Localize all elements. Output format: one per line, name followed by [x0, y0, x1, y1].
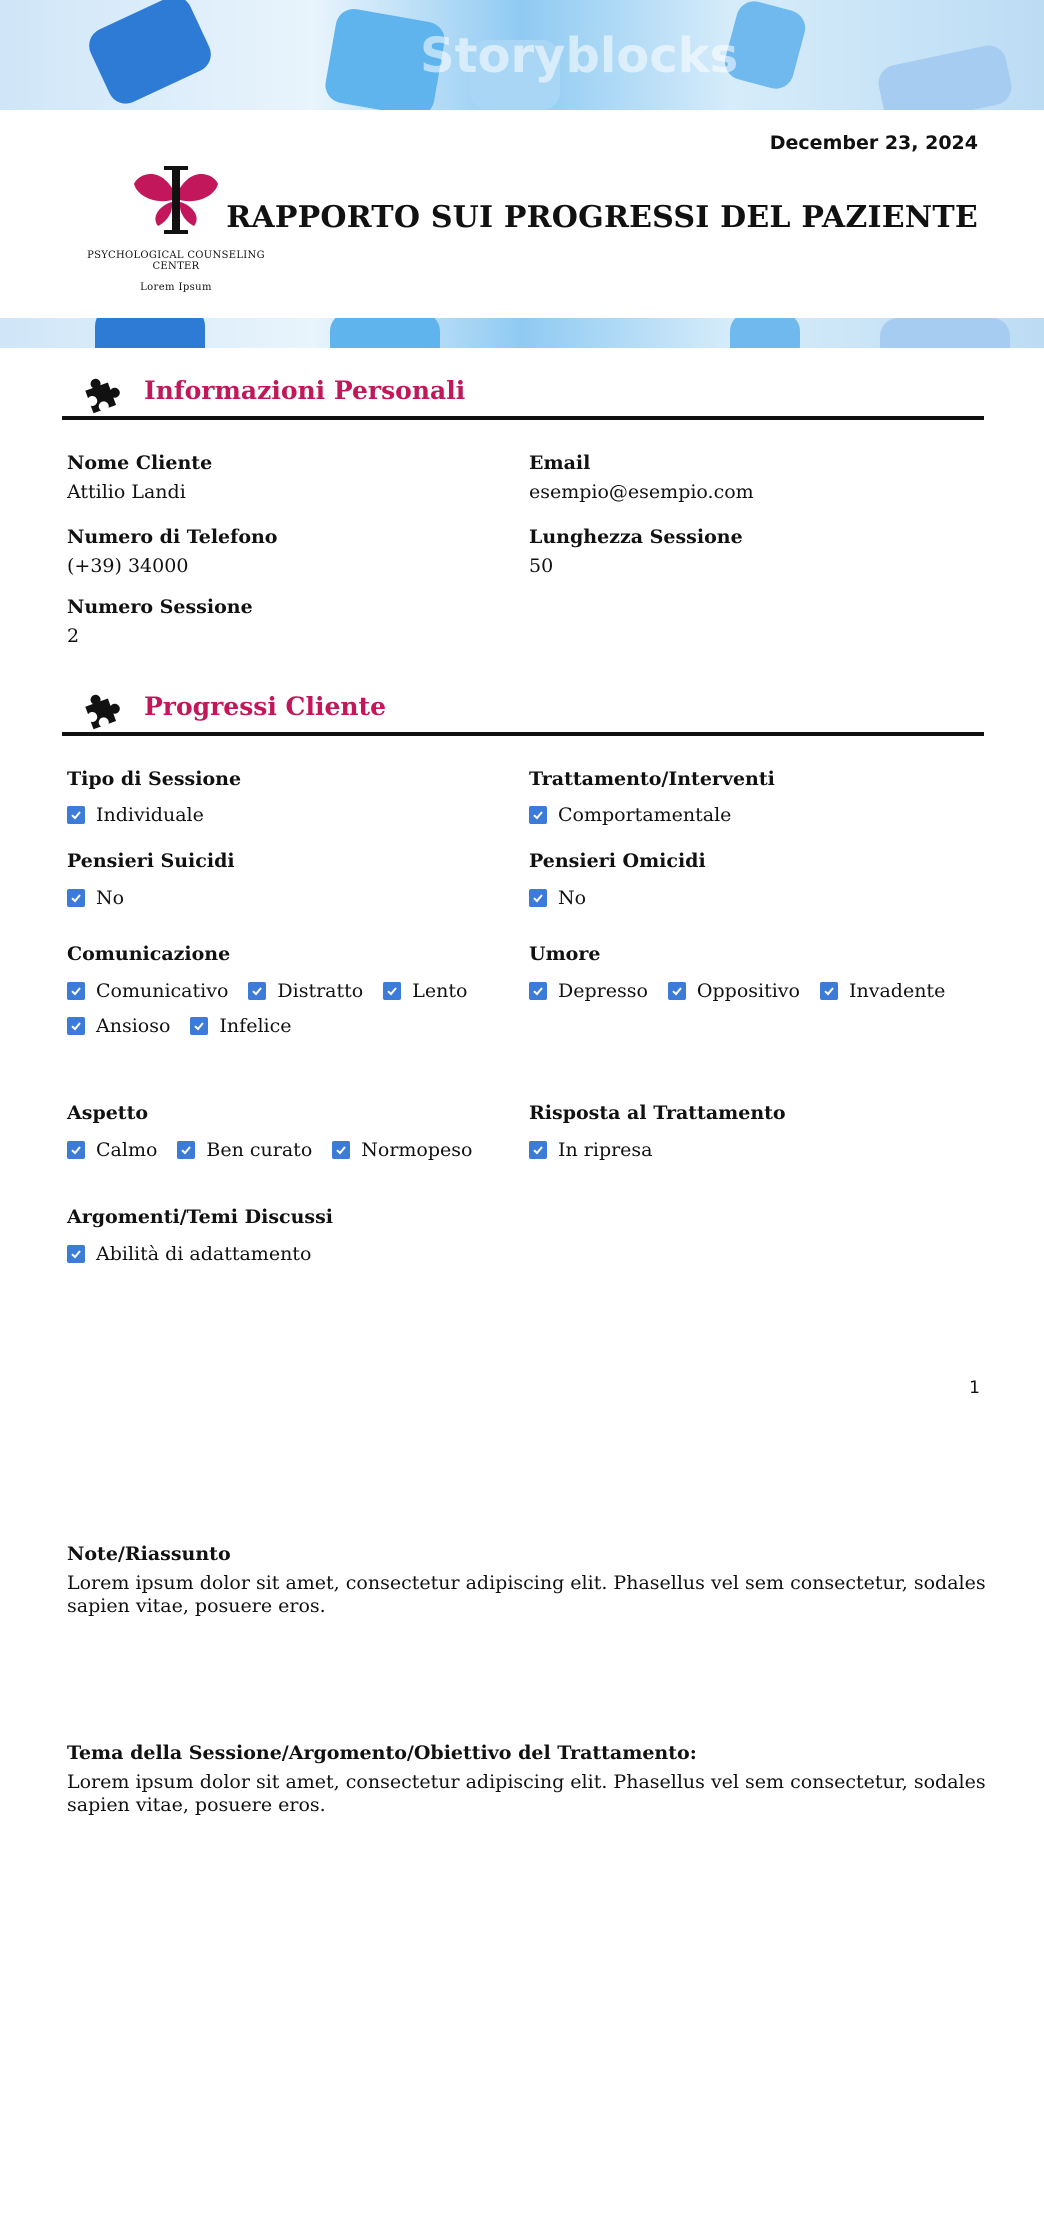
logo-center-name: PSYCHOLOGICAL COUNSELING CENTER	[87, 250, 265, 272]
section-client-progress	[62, 690, 984, 736]
checkbox-checked-icon[interactable]	[67, 982, 85, 1000]
homicidal-thoughts-label: Pensieri Omicidi	[529, 850, 706, 872]
checkbox-checked-icon[interactable]	[190, 1017, 208, 1035]
page-number: 1	[969, 1378, 980, 1398]
suicidal-thoughts-options	[67, 880, 507, 915]
watermark-text: Storyblocks	[420, 28, 739, 84]
checkbox-label: Comportamentale	[558, 803, 732, 826]
checkbox-option[interactable]	[529, 797, 731, 832]
session-type-label: Tipo di Sessione	[67, 768, 242, 790]
checkbox-checked-icon[interactable]	[67, 806, 85, 824]
checkbox-checked-icon[interactable]	[177, 1141, 195, 1159]
checkbox-option[interactable]	[529, 1132, 653, 1167]
puzzle-piece-decoration	[95, 318, 205, 348]
checkbox-checked-icon[interactable]	[383, 982, 401, 1000]
puzzle-piece-icon	[80, 692, 120, 736]
puzzle-piece-decoration	[880, 318, 1010, 348]
checkbox-label: Abilità di adattamento	[96, 1242, 312, 1265]
email-label: Email	[529, 452, 591, 474]
checkbox-label: Comunicativo	[96, 979, 229, 1002]
checkbox-option[interactable]	[248, 973, 363, 1008]
header-banner	[0, 0, 1044, 110]
notes-text: Lorem ipsum dolor sit amet, consectetur adipiscing elit. Phasellus vel sem consectetur, sodales sapien vitae, posuere eros.	[67, 1572, 986, 1617]
section-title: Informazioni Personali	[144, 376, 466, 405]
checkbox-option[interactable]	[67, 1236, 311, 1271]
checkbox-checked-icon[interactable]	[67, 1245, 85, 1263]
topics-label: Argomenti/Temi Discussi	[67, 1206, 334, 1228]
checkbox-option[interactable]	[820, 973, 945, 1008]
checkbox-checked-icon[interactable]	[248, 982, 266, 1000]
section-title: Progressi Cliente	[144, 692, 386, 721]
page-title: RAPPORTO SUI PROGRESSI DEL PAZIENTE	[226, 200, 978, 235]
checkbox-label: Individuale	[96, 803, 204, 826]
checkbox-checked-icon[interactable]	[67, 1017, 85, 1035]
checkbox-label: Lento	[412, 979, 468, 1002]
appearance-options	[67, 1132, 507, 1167]
checkbox-checked-icon[interactable]	[529, 1141, 547, 1159]
checkbox-label: Oppositivo	[696, 979, 800, 1002]
session-type-options	[67, 797, 507, 832]
section-personal-info	[62, 374, 984, 420]
session-number-label: Numero Sessione	[67, 596, 253, 618]
checkbox-label: Invadente	[848, 979, 946, 1002]
checkbox-option[interactable]	[668, 973, 800, 1008]
appearance-label: Aspetto	[67, 1102, 149, 1124]
checkbox-option[interactable]	[529, 880, 586, 915]
checkbox-label: Calmo	[96, 1138, 158, 1161]
session-theme-label: Tema della Sessione/Argomento/Obiettivo del Trattamento:	[67, 1742, 697, 1764]
session-number-value: 2	[67, 625, 80, 647]
communication-options	[67, 973, 507, 1043]
email-value: esempio@esempio.com	[529, 481, 754, 503]
client-name-label: Nome Cliente	[67, 452, 213, 474]
treatment-response-options	[529, 1132, 969, 1167]
checkbox-checked-icon[interactable]	[820, 982, 838, 1000]
checkbox-option[interactable]	[67, 797, 204, 832]
checkbox-checked-icon[interactable]	[67, 889, 85, 907]
client-name-value: Attilio Landi	[67, 481, 186, 503]
phone-label: Numero di Telefono	[67, 526, 278, 548]
checkbox-label: No	[96, 886, 125, 909]
checkbox-checked-icon[interactable]	[529, 889, 547, 907]
treatment-label: Trattamento/Interventi	[529, 768, 775, 790]
butterfly-logo-icon	[128, 160, 224, 240]
mood-options	[529, 973, 969, 1008]
checkbox-option[interactable]	[177, 1132, 312, 1167]
checkbox-option[interactable]	[67, 880, 124, 915]
checkbox-option[interactable]	[383, 973, 467, 1008]
checkbox-label: Infelice	[219, 1014, 292, 1037]
logo-subtitle: Lorem Ipsum	[140, 282, 212, 293]
checkbox-option[interactable]	[529, 973, 648, 1008]
checkbox-checked-icon[interactable]	[67, 1141, 85, 1159]
treatment-options	[529, 797, 969, 832]
checkbox-option[interactable]	[67, 1008, 170, 1043]
checkbox-label: No	[558, 886, 587, 909]
phone-value: (+39) 34000	[67, 555, 189, 577]
treatment-response-label: Risposta al Trattamento	[529, 1102, 786, 1124]
checkbox-label: Depresso	[558, 979, 648, 1002]
notes-label: Note/Riassunto	[67, 1543, 231, 1565]
session-length-value: 50	[529, 555, 554, 577]
puzzle-piece-icon	[80, 376, 120, 420]
checkbox-label: In ripresa	[558, 1138, 653, 1161]
checkbox-option[interactable]	[332, 1132, 472, 1167]
communication-label: Comunicazione	[67, 943, 231, 965]
checkbox-label: Ben curato	[206, 1138, 313, 1161]
homicidal-thoughts-options	[529, 880, 969, 915]
report-date: December 23, 2024	[769, 132, 978, 154]
puzzle-piece-decoration	[330, 318, 440, 348]
checkbox-checked-icon[interactable]	[332, 1141, 350, 1159]
session-length-label: Lunghezza Sessione	[529, 526, 743, 548]
puzzle-piece-decoration	[875, 42, 1015, 110]
checkbox-option[interactable]	[190, 1008, 291, 1043]
checkbox-label: Distratto	[277, 979, 364, 1002]
header-banner-strip	[0, 318, 1044, 348]
suicidal-thoughts-label: Pensieri Suicidi	[67, 850, 235, 872]
checkbox-option[interactable]	[67, 973, 228, 1008]
topics-options	[67, 1236, 507, 1271]
checkbox-option[interactable]	[67, 1132, 157, 1167]
checkbox-checked-icon[interactable]	[529, 806, 547, 824]
session-theme-text: Lorem ipsum dolor sit amet, consectetur adipiscing elit. Phasellus vel sem consectetur, sodales sapien vitae, posuere eros.	[67, 1771, 986, 1816]
checkbox-checked-icon[interactable]	[668, 982, 686, 1000]
checkbox-label: Normopeso	[361, 1138, 473, 1161]
mood-label: Umore	[529, 943, 601, 965]
checkbox-label: Ansioso	[96, 1014, 171, 1037]
puzzle-piece-decoration	[730, 318, 800, 348]
puzzle-piece-decoration	[83, 0, 217, 109]
checkbox-checked-icon[interactable]	[529, 982, 547, 1000]
